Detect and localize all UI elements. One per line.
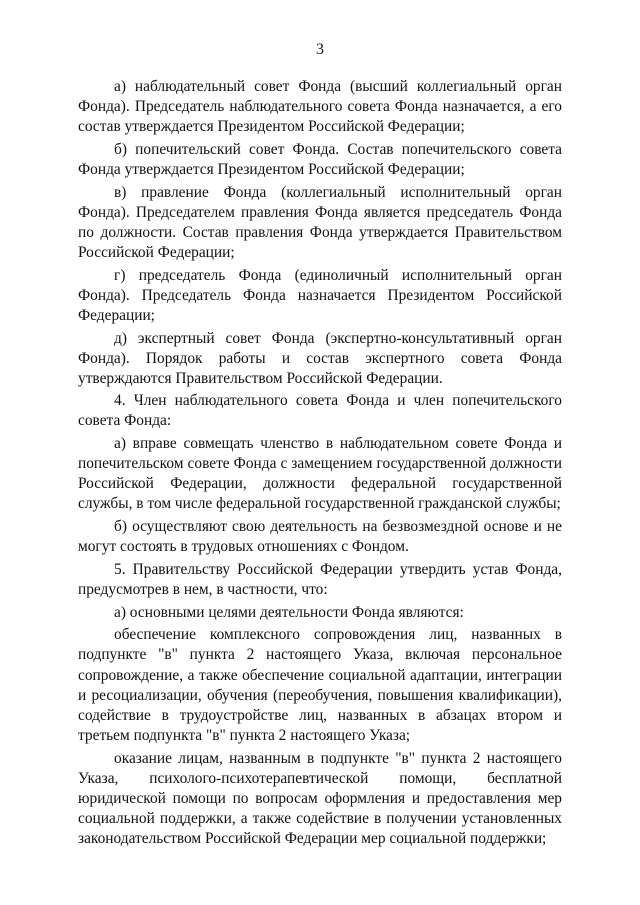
paragraph-supervisory-board: а) наблюдательный совет Фонда (высший коллегиальный орган Фонда). Председатель наблюдательного совета Фонда назначается, а его состав утверждается Президентом Российской Федерации; bbox=[78, 78, 562, 136]
paragraph-item-4a: а) вправе совмещать членство в наблюдательном совете Фонда и попечительском совете Фонда с замещением государственной должности Российской Федерации, должности федеральной государственной службы, в том числе федеральной государственной гражданской службы; bbox=[78, 435, 562, 513]
paragraph-item-5: 5. Правительству Российской Федерации утвердить устав Фонда, предусмотрев в нем, в частности, что: bbox=[78, 560, 562, 598]
paragraph-management-board: в) правление Фонда (коллегиальный исполнительный орган Фонда). Председателем правления Фонда является председатель Фонда по должности. Состав правления Фонда утверждается Правительством Российской Федерации; bbox=[78, 183, 562, 261]
paragraph-trustee-board: б) попечительский совет Фонда. Состав попечительского совета Фонда утверждается Президентом Российской Федерации; bbox=[78, 140, 562, 178]
paragraph-item-4: 4. Член наблюдательного совета Фонда и член попечительского совета Фонда: bbox=[78, 392, 562, 430]
paragraph-item-5a: а) основными целями деятельности Фонда являются: bbox=[114, 603, 464, 621]
document-body bbox=[78, 77, 562, 852]
paragraph-expert-council: д) экспертный совет Фонда (экспертно-консультативный орган Фонда). Порядок работы и состав экспертного совета Фонда утверждаются Правительством Российской Федерации. bbox=[78, 329, 562, 387]
paragraph-assistance-goal: оказание лицам, названным в подпункте "в" пункта 2 настоящего Указа, психолого-психотерапевтической помощи, бесплатной юридической помощи по вопросам оформления и предоставления мер социальной поддержки, а также содействие в получении установленных законодательством Российской Федерации мер социальной поддержки; bbox=[78, 749, 562, 847]
paragraph-item-4b: б) осуществляют свою деятельность на безвозмездной основе и не могут состоять в трудовых отношениях с Фондом. bbox=[78, 518, 562, 556]
page-number: 3 bbox=[316, 41, 324, 58]
paragraph-support-goal: обеспечение комплексного сопровождения лиц, названных в подпункте "в" пункта 2 настоящего Указа, включая персональное сопровождение, а также обеспечение социальной адаптации, интеграции и ресоциализации, обучения (переобучения, повышения квалификации), содействие в трудоустройстве лиц, названных в абзацах втором и третьем подпункта "в" пункта 2 настоящего Указа; bbox=[78, 626, 562, 744]
paragraph-fund-chairman: г) председатель Фонда (единоличный исполнительный орган Фонда). Председатель Фонда назначается Президентом Российской Федерации; bbox=[78, 266, 562, 324]
